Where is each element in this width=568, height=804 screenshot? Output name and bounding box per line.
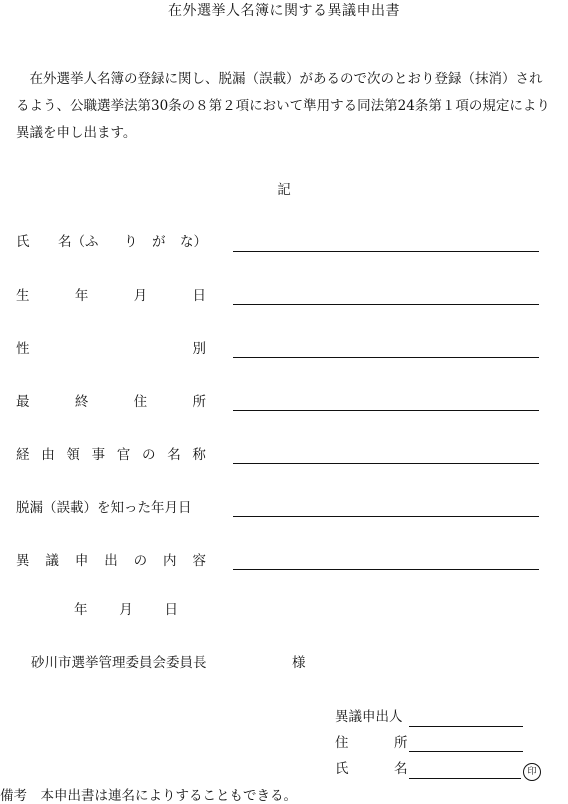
applicant-line[interactable] [409,726,523,727]
date-month: 月 [119,602,133,618]
body-line-3: 異議を申し出ます。 [16,125,137,141]
field-label-name: 氏 名（ふ り が な） [16,234,207,250]
name-label-1: 氏 [335,761,349,777]
date-year: 年 [74,602,88,618]
field-label-gender: 性 別 [16,341,206,357]
address-label-1: 住 [335,735,349,751]
field-label-last-address: 最 終 住 所 [16,394,206,410]
body-line-2: るよう、公職選挙法第30条の８第２項において準用する同法第24条第１項の規定により [16,98,550,114]
field-label-objection-content: 異 議 申 出 の 内 容 [16,553,206,569]
field-line-objection-content[interactable] [233,569,539,570]
document-title: 在外選挙人名簿に関する異議申出書 [168,3,400,19]
field-label-birthdate: 生 年 月 日 [16,288,206,304]
field-line-gender[interactable] [233,357,539,358]
address-line[interactable] [409,751,523,752]
name-label-2: 名 [394,761,408,777]
field-line-name[interactable] [233,251,539,252]
field-line-consul[interactable] [233,463,539,464]
name-line[interactable] [409,778,521,779]
body-paragraph [16,66,554,147]
date-day: 日 [164,602,178,618]
addressee: 砂川市選挙管理委員会委員長 [31,655,207,671]
applicant-title: 異議申出人 [335,709,403,725]
field-label-discovery-date: 脱漏（誤載）を知った年月日 [16,500,192,516]
ki-heading: 記 [277,182,291,198]
field-line-discovery-date[interactable] [233,516,539,517]
seal-icon: 印 [523,763,541,781]
address-label-2: 所 [394,735,408,751]
field-line-last-address[interactable] [233,410,539,411]
field-line-birthdate[interactable] [233,304,539,305]
field-label-consul: 経 由 領 事 官 の 名 称 [16,447,206,463]
remarks-note: 備考 本申出書は連名によりすることもできる。 [0,788,297,804]
body-line-1: 在外選挙人名簿の登録に関し、脱漏（誤載）があるので次のとおり登録（抹消）され [16,71,543,87]
honorific: 様 [292,655,306,671]
submission-date [74,604,178,618]
